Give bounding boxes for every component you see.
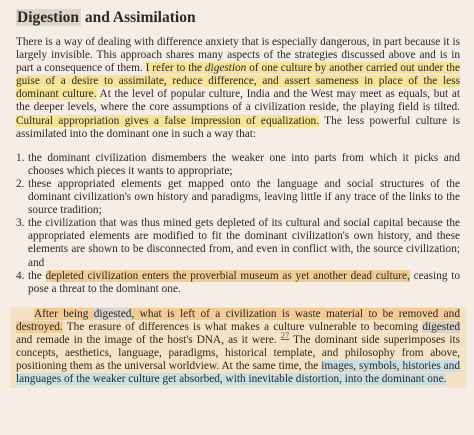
- list-item: [16, 152, 460, 178]
- footnote-reference-link[interactable]: 27: [280, 330, 290, 341]
- list-number: 3.: [16, 217, 25, 230]
- highlight-text-c: of one culture by another carried out under the guise of a desire to assimilate, reduce difference, and assert sameness in place of the less dominant culture.: [16, 62, 461, 101]
- heading-highlighted-word: Digestion: [17, 9, 79, 26]
- list-item-text: the: [28, 269, 46, 282]
- list-number: 1.: [16, 151, 25, 164]
- highlight-depleted-civilization: depleted civilization enters the proverbial museum as yet another dead culture,: [45, 269, 410, 282]
- list-item-text: these appropriated elements get mapped onto the language and social structures of the dominant civilization's own history and paradigms, leaving little if any trace of the links to the source tradition;: [28, 177, 460, 217]
- intro-sentence-2: At the level of popular culture, India and the West may meet as equals, but at the deeper levels, where the core assumptions of a civilization reside, the playing field is tilted.: [16, 88, 460, 114]
- list-number: 4.: [16, 269, 25, 282]
- highlight-cultural-appropriation: Cultural appropriation gives a false impression of equalization.: [16, 114, 319, 127]
- shaded-paragraph-box: [10, 307, 466, 389]
- intro-sentence-1: There is a way of dealing with difference anxiety that is especially dangerous, in part because it is largely invisible. This approach shares many aspects of the strategies discussed above and is in part a consequence of them.: [16, 36, 460, 75]
- list-item-text: the dominant civilization dismembers the weaker one into parts from which it picks and chooses which pieces it wants to appropriate;: [28, 151, 460, 177]
- paragraph-intro: [16, 36, 460, 141]
- consequence-list: [16, 152, 460, 296]
- list-item: [16, 178, 460, 217]
- list-item-text-tail: ceasing to pose a threat to the dominant one.: [28, 269, 460, 295]
- paragraph-sentence-1: The erasure of differences is what makes a culture vulnerable to becoming: [62, 320, 423, 333]
- highlight-text-a: After being: [34, 307, 94, 320]
- highlight-text-a: I refer to the: [145, 62, 205, 75]
- highlight-text-c: , what is left of a civilization is waste material to be removed and destroyed.: [16, 307, 460, 333]
- list-item-text: the civilization that was thus mined gets depleted of its cultural and social capital because the appropriated elements are modified to fit the dominant civilization's own history, and these elements are shown to be disconnected from, and even in conflict with, the source civilization; and: [28, 217, 460, 269]
- highlight-italic-digestion: digestion: [204, 62, 247, 75]
- heading-rest: and Assimilation: [81, 9, 196, 26]
- highlight-word-digested: digested: [93, 307, 132, 320]
- list-number: 2.: [16, 177, 25, 190]
- paragraph-sentence-2: and remade in the image of the host's DNA, as it were.: [16, 333, 281, 346]
- list-item: [16, 270, 460, 296]
- paragraph-sentence-3: The dominant side superimposes its concepts, aesthetics, language, paradigms, historical template, and philosophy from above, positioning them as the universal worldview. At the same time, the: [16, 333, 460, 373]
- section-heading: [16, 8, 460, 28]
- paragraph-after-digestion: [16, 308, 460, 387]
- highlight-word-digested-2: digested: [422, 320, 460, 333]
- highlight-absorbed-culture: images, symbols, histories and languages of the weaker culture get absorbed, with inevitable distortion, into the dominant one.: [16, 360, 460, 386]
- list-item: [16, 217, 460, 269]
- intro-sentence-3: The less powerful culture is assimilated into the dominant one in such a way that:: [16, 114, 461, 140]
